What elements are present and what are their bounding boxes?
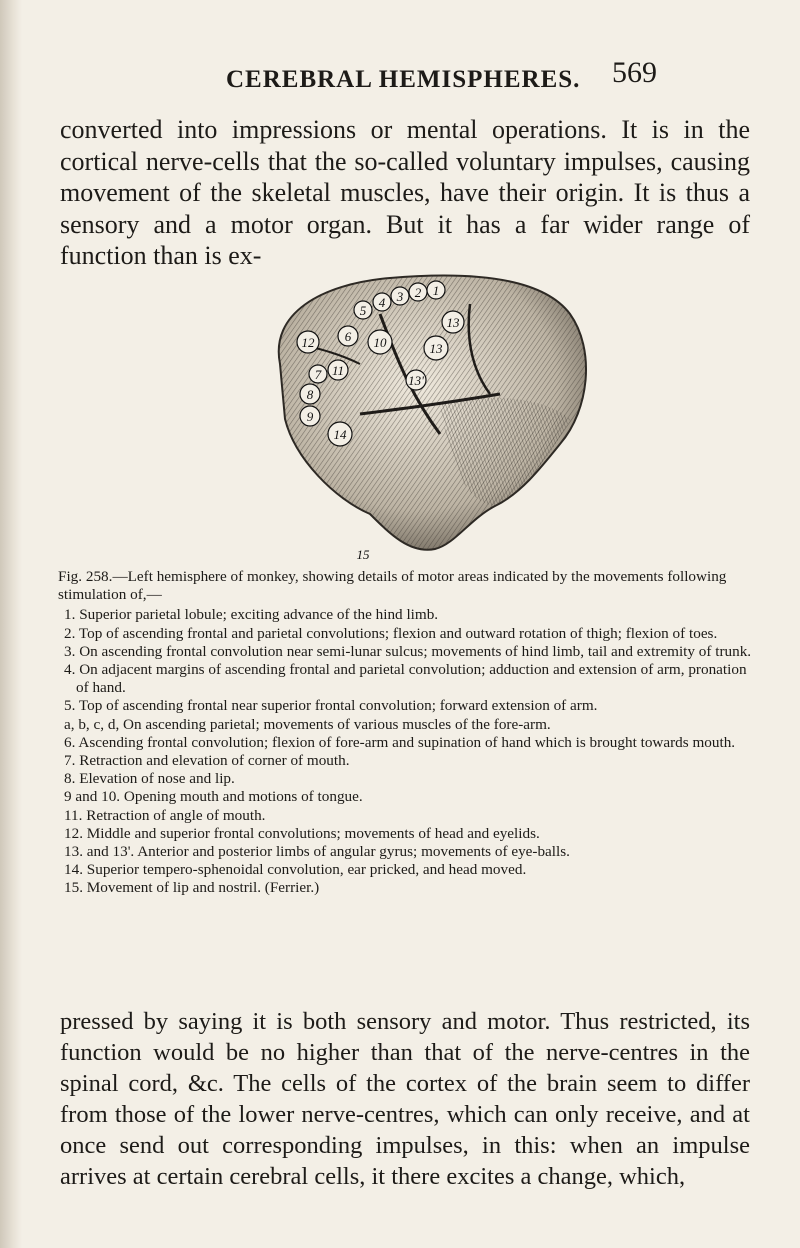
area-circle-2 [409,283,427,301]
caption-item-number: 5. [64,697,76,715]
area-circle-4 [373,293,391,311]
caption-item [58,861,758,879]
caption-title [58,568,758,604]
caption-item [58,788,758,806]
caption-item-number: 8. [64,770,76,788]
caption-item [58,807,758,825]
caption-item-text: On ascending parietal; movements of various muscles of the fore-arm. [123,715,551,733]
svg-text:13': 13' [408,373,424,388]
caption-item [58,752,758,770]
area-circle-10 [368,330,392,354]
svg-text:5: 5 [359,303,367,318]
svg-text:8: 8 [306,387,314,402]
figure-caption [58,568,758,898]
caption-item-text: Superior tempero-sphenoidal convolution, ear pricked, and head moved. [86,861,527,879]
svg-text:13: 13 [446,315,460,330]
svg-text:1: 1 [432,283,440,298]
caption-item-text: Retraction and elevation of corner of mouth. [79,752,350,770]
caption-item [58,770,758,788]
svg-text:3: 3 [396,289,404,304]
caption-item [58,734,758,752]
area-circle-11 [328,360,348,380]
figure-label: Fig. 258. [58,568,113,585]
brain-figure [240,244,600,564]
monkey-brain-illustration [240,244,600,564]
svg-text:12: 12 [301,335,315,350]
top-paragraph-text: converted into impressions or mental operations. It is in the cortical nerve-cells that the so-called voluntary impulses, causing movement of the skeletal muscles, have their origin. It is thus a sensory and a motor organ. But it has a far wider range of function than is ex- [60,115,750,270]
svg-text:13: 13 [429,341,443,356]
caption-item [58,879,758,897]
caption-item [58,661,758,697]
caption-item-text: Middle and superior frontal convolutions; movements of head and eyelids. [86,824,540,842]
area-circle-9 [300,406,320,426]
caption-item [58,843,758,861]
caption-item-text: Elevation of nose and lip. [79,770,235,788]
caption-item-text: Opening mouth and motions of tongue. [123,788,363,806]
caption-title-text: —Left hemisphere of monkey, showing details of motor areas indicated by the movements following stimulation of,— [58,568,727,604]
caption-item-text: On adjacent margins of ascending frontal and parietal convolution; adduction and extension of arm, pronation of hand. [76,661,747,697]
svg-text:9: 9 [306,409,314,424]
area-circle-12 [297,331,319,353]
caption-item-number: 1. [64,606,76,624]
bottom-paragraph [60,1006,750,1192]
running-head: CEREBRAL HEMISPHERES. [226,66,581,93]
area-circle-13 [442,311,464,333]
bottom-paragraph-text: pressed by saying it is both sensory and motor. Thus restricted, its function would be no higher than that of the nerve-centres in the spinal cord, &c. The cells of the cortex of the brain seem to differ from those of the lower nerve-centres, which can only receive, and at once send out corresponding impulses, in this: when an impulse arrives at certain cerebral cells, it there excites a change, which, [60,1008,750,1190]
caption-item [58,625,758,643]
caption-item-number: 4. [64,661,76,679]
page-number: 569 [612,56,657,89]
caption-item [58,825,758,843]
caption-item-number: 9 and 10. [64,788,121,806]
page-header [0,56,800,100]
area-label-15 [357,547,371,562]
caption-item-text: Ascending frontal convolution; flexion of fore-arm and supination of hand which is brought towards mouth. [78,733,736,751]
caption-item [58,643,758,661]
caption-item-text: Anterior and posterior limbs of angular gyrus; movements of eye-balls. [137,843,570,861]
area-circle-13-prime [406,370,426,390]
area-circle-14 [328,422,352,446]
caption-item [58,606,758,624]
caption-item [58,697,758,715]
caption-item-text: On ascending frontal convolution near semi-lunar sulcus; movements of hind limb, tail and extremity of trunk. [79,642,752,660]
svg-text:4: 4 [378,295,386,310]
caption-item-number: 7. [64,752,76,770]
caption-item-text: Movement of lip and nostril. (Ferrier.) [86,879,320,897]
svg-text:11: 11 [331,363,345,378]
area-circle-1 [427,281,445,299]
caption-item-number: 6. [64,733,76,751]
caption-item-number: 14. [64,861,83,879]
caption-item-number: 2. [64,624,76,642]
area-circle-7 [309,365,327,383]
area-circle-13b [424,336,448,360]
caption-item-number: 12. [64,824,83,842]
caption-item-text: Retraction of angle of mouth. [86,806,266,824]
area-circle-5 [354,301,372,319]
caption-item-number: 13. and 13'. [64,843,135,861]
caption-item-text: Top of ascending frontal and parietal convolutions; flexion and outward rotation of thigh; flexion of toes. [78,624,718,642]
caption-item-number: 3. [64,642,76,660]
svg-text:7: 7 [314,367,322,382]
svg-text:10: 10 [373,335,387,350]
page-gutter-shadow [0,0,22,1248]
area-circle-3 [391,287,409,305]
caption-item-number: 15. [64,879,83,897]
area-circle-8 [300,384,320,404]
caption-items [58,606,758,897]
area-circle-6 [338,326,358,346]
svg-text:2: 2 [414,285,422,300]
caption-item-number: 11. [64,806,83,824]
svg-text:6: 6 [344,329,352,344]
caption-item [58,716,758,734]
caption-item-text: Top of ascending frontal near superior frontal convolution; forward extension of arm. [78,697,598,715]
caption-item-number: a, b, c, d, [64,715,120,733]
caption-item-text: Superior parietal lobule; exciting advance of the hind limb. [79,606,439,624]
svg-text:15: 15 [356,547,370,562]
svg-text:14: 14 [333,427,347,442]
